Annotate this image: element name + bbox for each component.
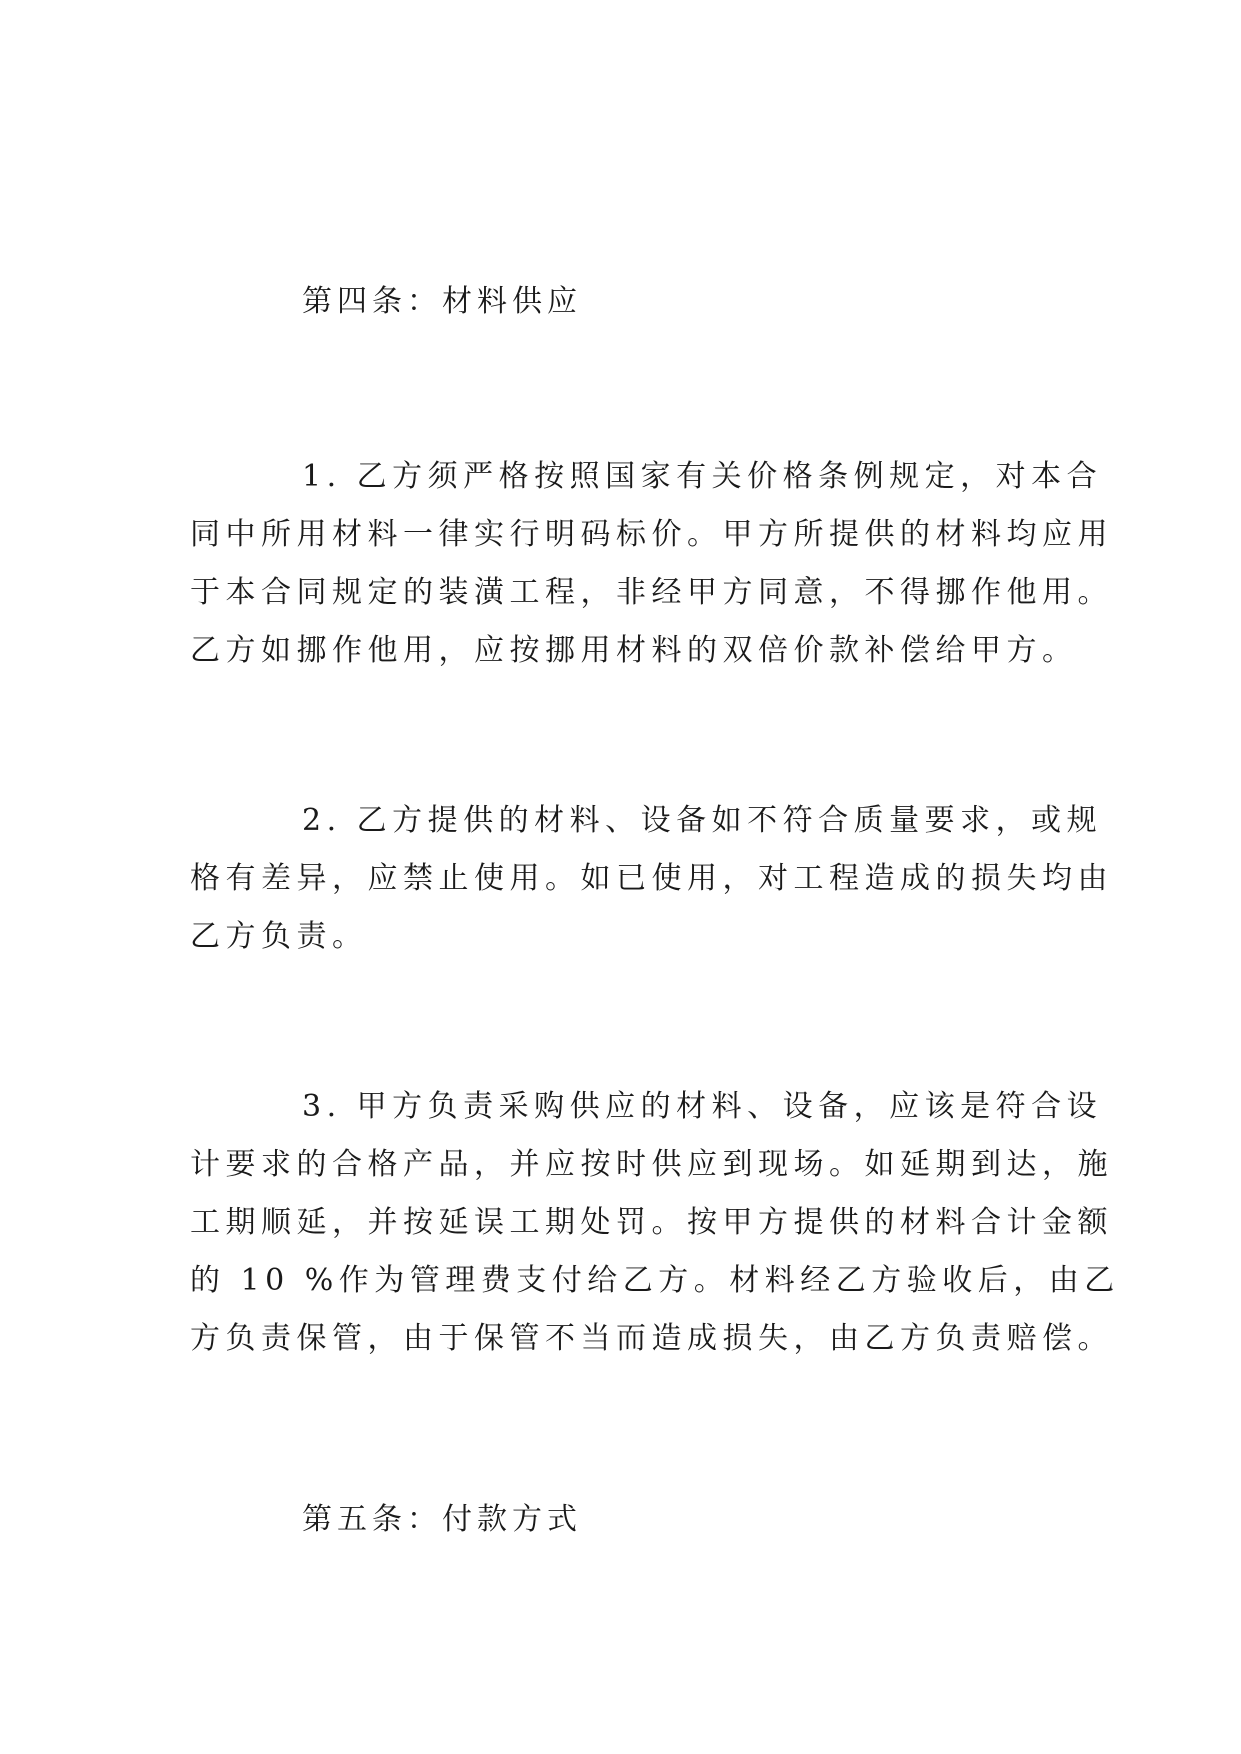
article-5-heading: 第五条：付款方式 <box>302 1502 582 1537</box>
article-4-item-1 <box>190 448 1113 680</box>
paragraph-line: 乙方负责。 <box>190 919 368 954</box>
paragraph-line: 的 10 %作为管理费支付给乙方。材料经乙方验收后，由乙 <box>190 1263 1120 1298</box>
paragraph-line: 工期顺延，并按延误工期处罚。按甲方提供的材料合计金额 <box>190 1205 1113 1240</box>
paragraph-line: 于本合同规定的装潢工程，非经甲方同意，不得挪作他用。 <box>190 575 1113 610</box>
paragraph-line: 乙方如挪作他用，应按挪用材料的双倍价款补偿给甲方。 <box>190 633 1078 668</box>
paragraph-line: 2. 乙方提供的材料、设备如不符合质量要求，或规 <box>302 803 1103 838</box>
article-4-item-3 <box>190 1078 1120 1368</box>
paragraph-line: 同中所用材料一律实行明码标价。甲方所提供的材料均应用 <box>190 517 1113 552</box>
paragraph-line: 方负责保管，由于保管不当而造成损失，由乙方负责赔偿。 <box>190 1321 1113 1356</box>
paragraph-line: 1. 乙方须严格按照国家有关价格条例规定，对本合 <box>302 459 1103 494</box>
article-4-heading: 第四条：材料供应 <box>302 284 582 319</box>
paragraph-line: 计要求的合格产品，并应按时供应到现场。如延期到达，施 <box>190 1147 1113 1182</box>
paragraph-line: 3. 甲方负责采购供应的材料、设备，应该是符合设 <box>302 1089 1103 1124</box>
article-4-item-2 <box>190 792 1113 966</box>
paragraph-line: 格有差异，应禁止使用。如已使用，对工程造成的损失均由 <box>190 861 1113 896</box>
